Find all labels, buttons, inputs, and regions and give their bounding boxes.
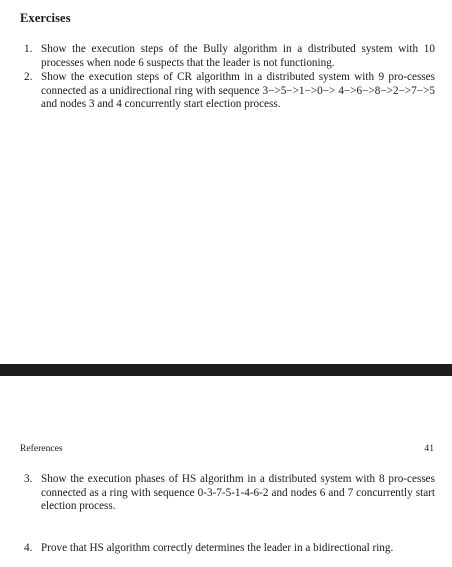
- page-bottom: [0, 376, 452, 567]
- exercise-number: 4.: [24, 542, 33, 554]
- exercise-number: 2.: [24, 71, 33, 83]
- exercise-number: 3.: [24, 473, 33, 485]
- exercise-text: Show the execution steps of the Bully algorithm in a distributed system with 10 processes when node 6 suspects that the leader is not functioning.: [41, 43, 435, 69]
- page-divider: [0, 364, 452, 376]
- page-number: 41: [424, 443, 434, 454]
- exercise-item: [24, 43, 435, 70]
- exercise-item: [24, 542, 435, 556]
- exercise-item: [24, 473, 435, 514]
- running-head: References: [20, 443, 63, 454]
- section-heading: Exercises: [20, 11, 71, 25]
- exercise-text: Show the execution phases of HS algorithm in a distributed system with 8 pro-cesses connected as a ring with sequence 0-3-7-5-1-4-6-2 and nodes 6 and 7 concurrently start election process.: [41, 473, 435, 513]
- exercise-text: Show the execution steps of CR algorithm in a distributed system with 9 pro-cesses connected as a unidirectional ring with sequence 3−>5−>1−>0−> 4−>6−>8−>2−>7−>5 and nodes 3 and 4 concurrently start election process.: [41, 71, 435, 111]
- exercise-text: Prove that HS algorithm correctly determines the leader in a bidirectional ring.: [41, 542, 394, 554]
- exercise-item: [24, 71, 435, 112]
- exercise-number: 1.: [24, 43, 33, 55]
